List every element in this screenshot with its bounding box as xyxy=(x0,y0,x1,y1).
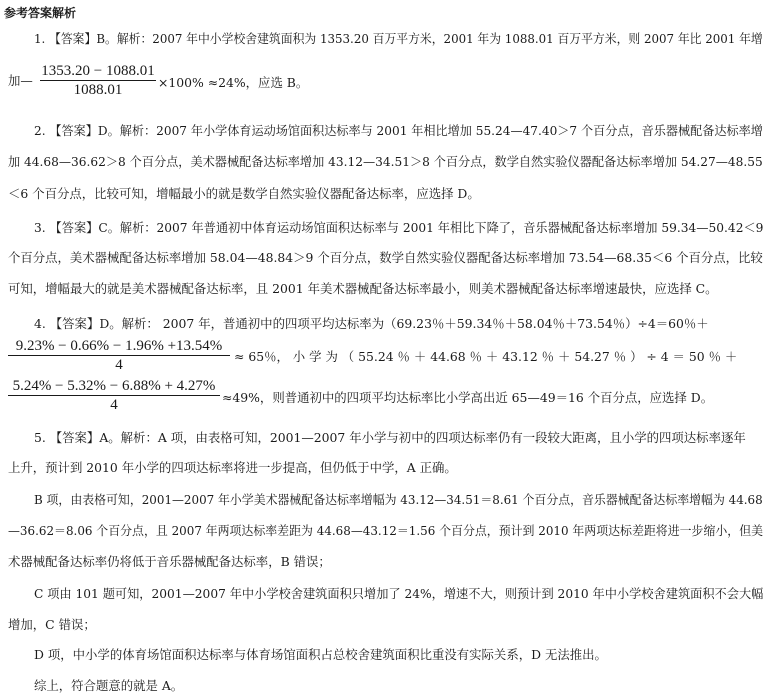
q1-fraction xyxy=(40,62,156,99)
q5-b-line-2: —36.62＝8.06 个百分点，且 2007 年两项达标率差距为 44.68—43.12＝1.56 个百分点，预计到 2010 年两项达标差距将进一步缩小，但美 xyxy=(8,523,764,538)
q4-fraction-2-numerator: 5.24% − 5.32% − 6.88% + 4.27% xyxy=(12,378,216,394)
q5-conclusion: 综上，符合题意的就是 A。 xyxy=(34,678,184,693)
q2-line-1: 2. 【答案】D。解析：2007 年小学体育运动场馆面积达标率与 2001 年相比增加 55.24—47.40＞7 个百分点，音乐器械配备达标率增 xyxy=(34,123,763,138)
q5-line-2: 上升，预计到 2010 年小学的四项达标率将进一步提高，但仍低于中学，A 正确。 xyxy=(8,460,457,475)
q1-suffix: ×100% ≈24%，应选 B。 xyxy=(158,75,309,90)
page-title: 参考答案解析 xyxy=(4,6,77,20)
q1-line-1: 1. 【答案】B。解析：2007 年中小学校舍建筑面积为 1353.20 百万平方米，2001 年为 1088.01 百万平方米，则 2007 年比 2001 年增 xyxy=(34,31,763,46)
q4-fraction-1 xyxy=(8,337,230,374)
q5-d-line: D 项，中小学的体育场馆面积达标率与体育场馆面积占总校舍建筑面积比重没有实际关系，D 无法推出。 xyxy=(34,647,607,662)
q4-fraction-1-numerator: 9.23% − 0.66% − 1.96% +13.54% xyxy=(15,338,223,354)
q1-fraction-numerator: 1353.20 − 1088.01 xyxy=(41,63,155,79)
q4-line-1: 4. 【答案】D。解析： 2007 年，普通初中的四项平均达标率为（69.23％＋59.34％＋58.04％＋73.54％）÷4＝60％＋ xyxy=(34,316,709,331)
q1-prefix: 加— xyxy=(8,73,33,88)
q1-fraction-denominator: 1088.01 xyxy=(73,82,123,98)
q5-b-line-1: B 项，由表格可知，2001—2007 年小学美术器械配备达标率增幅为 43.12—34.51＝8.61 个百分点，音乐器械配备达标率增幅为 44.68 xyxy=(34,492,763,507)
q3-line-3: 可知，增幅最大的就是美术器械配备达标率，且 2001 年美术器械配备达标率最小，则美术器械配备达标率增速最快，应选择 C。 xyxy=(8,281,718,296)
q5-line-1: 5. 【答案】A。解析：A 项，由表格可知，2001—2007 年小学与初中的四项达标率仍有一段较大距离，且小学的四项达标率逐年 xyxy=(34,430,746,445)
q5-b-line-3: 术器械配备达标率仍将低于音乐器械配备达标率，B 错误； xyxy=(8,554,331,569)
q4-fraction-2 xyxy=(8,377,220,414)
q3-line-2: 个百分点，美术器械配备达标率增加 58.04—48.84＞9 个百分点，数学自然实验仪器配备达标率增加 73.54—68.35＜6 个百分点，比较 xyxy=(8,250,763,265)
q4-tail-text: ≈49%，则普通初中的四项平均达标率比小学高出近 65—49＝16 个百分点，应选择 D。 xyxy=(222,390,714,405)
q2-line-2: 加 44.68—36.62＞8 个百分点，美术器械配备达标率增加 43.12—34.51＞8 个百分点，数学自然实验仪器配备达标率增加 54.27—48.55 xyxy=(8,154,763,169)
q3-line-1: 3. 【答案】C。解析：2007 年普通初中体育运动场馆面积达标率与 2001 年相比下降了，音乐器械配备达标率增加 59.34—50.42＜9 xyxy=(34,220,764,235)
q4-fraction-2-denominator: 4 xyxy=(110,397,118,413)
q5-c-line-2: 增加，C 错误； xyxy=(8,617,96,632)
q4-middle-text: ≈ 65％， 小 学 为 （ 55.24 ％ ＋ 44.68 ％ ＋ 43.12 ％ ＋ 54.27 ％ ） ÷ 4 ＝ 50 ％ ＋ xyxy=(234,349,738,364)
q2-line-3: ＜6 个百分点，比较可知，增幅最小的就是数学自然实验仪器配备达标率，应选择 D。 xyxy=(8,186,480,201)
q4-fraction-1-denominator: 4 xyxy=(115,357,123,373)
q5-c-line-1: C 项由 101 题可知，2001—2007 年中小学校舍建筑面积只增加了 24%，增速不大，则预计到 2010 年中小学校舍建筑面积不会大幅 xyxy=(34,586,764,601)
